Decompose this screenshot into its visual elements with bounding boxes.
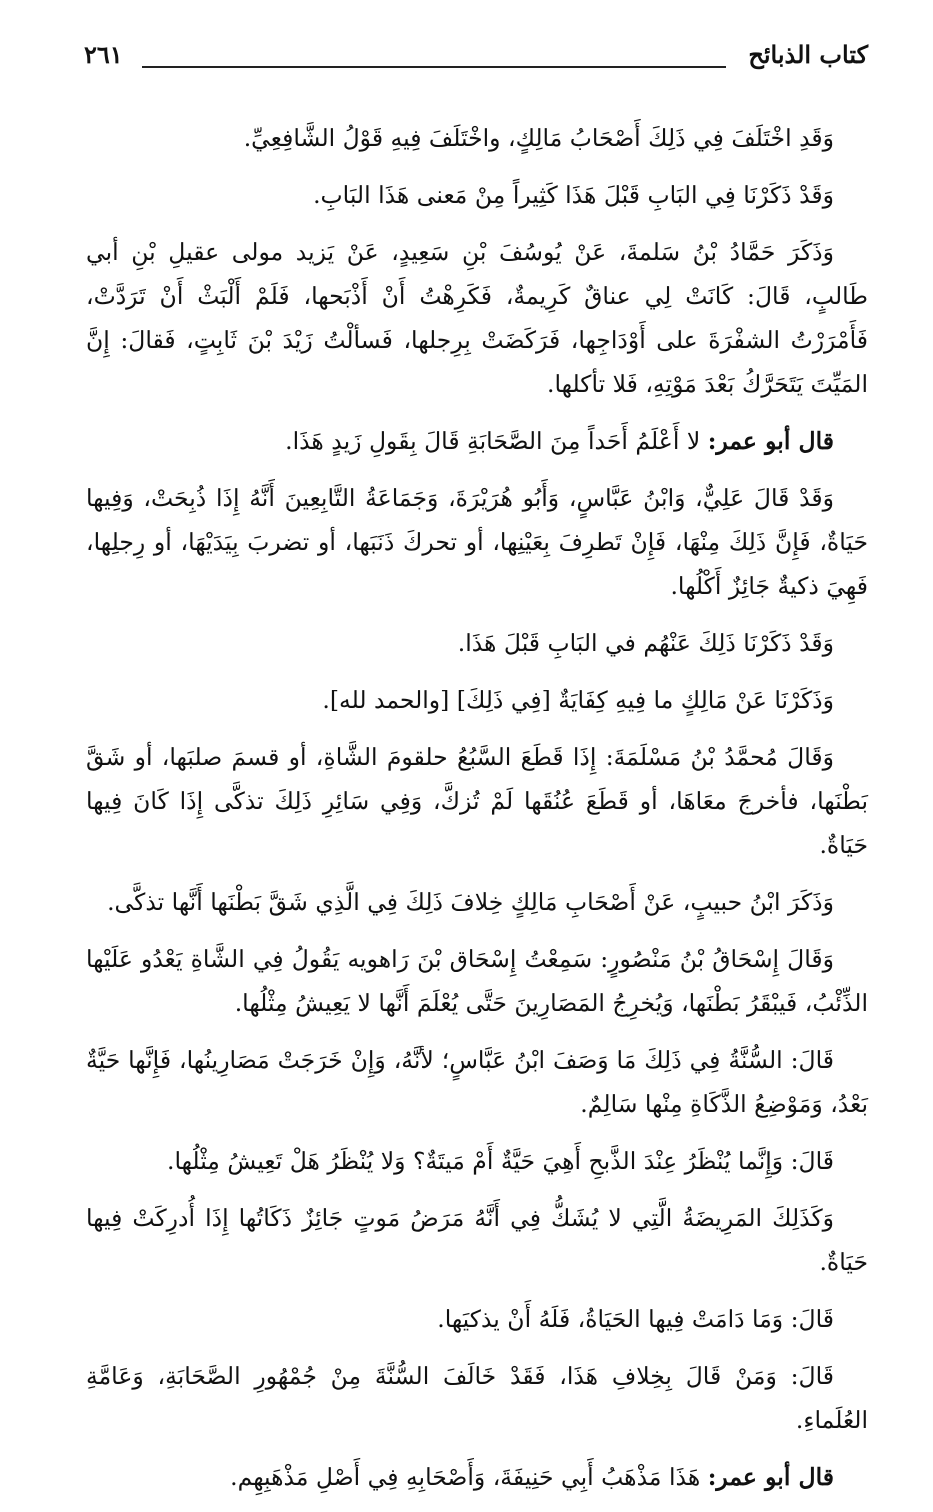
page-body xyxy=(86,116,868,1512)
paragraph xyxy=(86,1139,868,1183)
speaker-lead: قال أبو عمر: xyxy=(707,427,834,455)
paragraph xyxy=(86,173,868,217)
paragraph-text: وَذَكَرَ حَمَّادُ بْنُ سَلمةَ، عَنْ يُوسُفَ بْنِ سَعِيدٍ، عَنْ يَزيد مولى عقيلِ بْنِ أبي طَالبٍ، قَالَ: كَانَتْ لِي عناقٌ كَرِيمةٌ، فَكَرِهْتُ أَنْ أَذْبَحها، فَلَمْ أَلْبَثْ أَنْ تَرَدَّتْ، فَأَمْرَرْتُ الشفْرَةَ على أَوْدَاجِها، فَرَكَضَتْ بِرِجلها، فَسألْتُ زَيْدَ بْنَ ثَابِتٍ، فَقالَ: إِنَّ المَيِّتَ يَتَحَرَّكُ بَعْدَ مَوْتِهِ، فَلا تأكلها. xyxy=(86,238,868,398)
paragraph-text: وَذَكَرْنَا عَنْ مَالِكٍ ما فِيهِ كِفَايَةٌ [فِي ذَلِكَ] [والحمد لله]. xyxy=(322,686,834,714)
paragraph xyxy=(86,880,868,924)
paragraph xyxy=(86,1297,868,1341)
paragraph xyxy=(86,230,868,406)
paragraph-text: وَقَدْ ذَكَرْنَا ذَلِكَ عَنْهُم في البَابِ قَبْلَ هَذَا. xyxy=(457,629,834,657)
paragraph xyxy=(86,937,868,1025)
paragraph-text: هَذَا مَذْهَبُ أَبِي حَنِيفَةَ، وَأَصْحَابِهِ فِي أَصْلِ مَذْهَبِهِم. xyxy=(230,1463,708,1491)
paragraph-text: وَذَكَرَ ابْنُ حبيبٍ، عَنْ أَصْحَابِ مَالِكٍ خِلافَ ذَلِكَ فِي الَّذِي شَقَّ بَطْنَها أَنَّها تذكَّى. xyxy=(107,888,834,916)
paragraph xyxy=(86,1038,868,1126)
page-number: ٢٦١ xyxy=(84,40,123,69)
paragraph xyxy=(86,735,868,867)
speaker-lead: قال أبو عمر: xyxy=(707,1463,834,1491)
running-header xyxy=(84,40,868,76)
paragraph xyxy=(86,1455,868,1499)
paragraph-text: وَقَدِ اخْتَلَفَ فِي ذَلِكَ أَصْحَابُ مَالِكٍ، واخْتَلَفَ فِيهِ قَوْلُ الشَّافِعِيِّ. xyxy=(243,124,834,152)
paragraph-text: قَالَ: وَمَا دَامَتْ فِيها الحَيَاةُ، فَلَهُ أَنْ يذكيَها. xyxy=(437,1305,834,1333)
paragraph-text: وَقَدْ ذَكَرْنَا فِي البَابِ قَبْلَ هَذَا كَثِيراً مِنْ مَعنى هَذَا البَابِ. xyxy=(313,181,834,209)
paragraph xyxy=(86,621,868,665)
paragraph xyxy=(86,419,868,463)
paragraph xyxy=(86,1354,868,1442)
paragraph xyxy=(86,476,868,608)
paragraph-text: وَقَدْ قَالَ عَلِيٌّ، وَابْنُ عَبَّاسٍ، وَأَبُو هُرَيْرَةَ، وَجَمَاعَةُ التَّابِعِينَ أَنَّهُ إِذَا ذُبِحَتْ، وَفِيها حَيَاةٌ، فَإِنَّ ذَلِكَ مِنْهَا، فَإِنْ تَطرِفَ بِعَيْنِها، أو تحركَ ذَنَبَها، أو تضربَ بِيَدَيْهَا، أو رِجلِها، فَهِيَ ذكيةٌ جَائِزٌ أَكْلُها. xyxy=(86,484,868,600)
chapter-title: كتاب الذبائح xyxy=(748,40,868,69)
header-rule xyxy=(142,66,726,68)
paragraph xyxy=(86,1196,868,1284)
paragraph-text: قَالَ: وَمَنْ قَالَ بِخِلافِ هَذَا، فَقَدْ خَالَفَ السُّنَّةَ مِنْ جُمْهُورِ الصَّحَابَةِ، وَعَامَّةِ العُلَماءِ. xyxy=(86,1362,868,1434)
paragraph-text: قَالَ: السُّنَّةُ فِي ذَلِكَ مَا وَصَفَ ابْنُ عَبَّاسٍ؛ لأنَّهُ، وَإِنْ خَرَجَتْ مَصَارِينُها، فَإِنَّها حَيَّةٌ بَعْدُ، وَمَوْضِعُ الذَّكَاةِ مِنْها سَالِمٌ. xyxy=(86,1046,868,1118)
paragraph-text: وَقَالَ مُحمَّدُ بْنُ مَسْلَمَةَ: إِذَا قَطَعَ السَّبُعُ حلقومَ الشَّاةِ، أو قسمَ صلبَها، أو شَقَّ بَطْنَها، فأخرجَ معَاهَا، أو قَطَعَ عُنُقَها لَمْ تُزكَّ، وَفِي سَائِرِ ذَلِكَ تذكَّى إِذَا كَانَ فِيها حَيَاةٌ. xyxy=(86,743,868,859)
paragraph-text: لا أَعْلَمُ أَحَداً مِنَ الصَّحَابَةِ قَالَ بِقَولِ زَيدٍ هَذَا. xyxy=(285,427,708,455)
paragraph-text: قَالَ: وَإِنَّما يُنْظَرُ عِنْدَ الذَّبحِ أَهِيَ حَيَّةٌ أَمْ مَيتَةٌ؟ وَلا يُنْظَرُ هَلْ تَعِيشُ مِثْلُها. xyxy=(166,1147,834,1175)
paragraph-text: وَقَالَ إِسْحَاقُ بْنُ مَنْصُورٍ: سَمِعْتُ إِسْحَاق بْنَ رَاهويه يَقُولُ فِي الشَّاةِ يَعْدُو عَلَيْها الذِّئْبُ، فَيبْقَرُ بَطْنَها، وَيُخرِجُ المَصَارِينَ حَتَّى يُعْلَمَ أَنَّها لا يَعِيشُ مِثْلُها. xyxy=(86,945,868,1017)
paragraph xyxy=(86,116,868,160)
paragraph-text: وَكَذَلِكَ المَرِيضَةُ الَّتِي لا يُشَكُّ فِي أَنَّهُ مَرَضُ مَوتٍ جَائِزٌ ذَكَاتُها إِذَا أُدرِكَتْ فِيها حَيَاةٌ. xyxy=(86,1204,868,1276)
paragraph xyxy=(86,678,868,722)
